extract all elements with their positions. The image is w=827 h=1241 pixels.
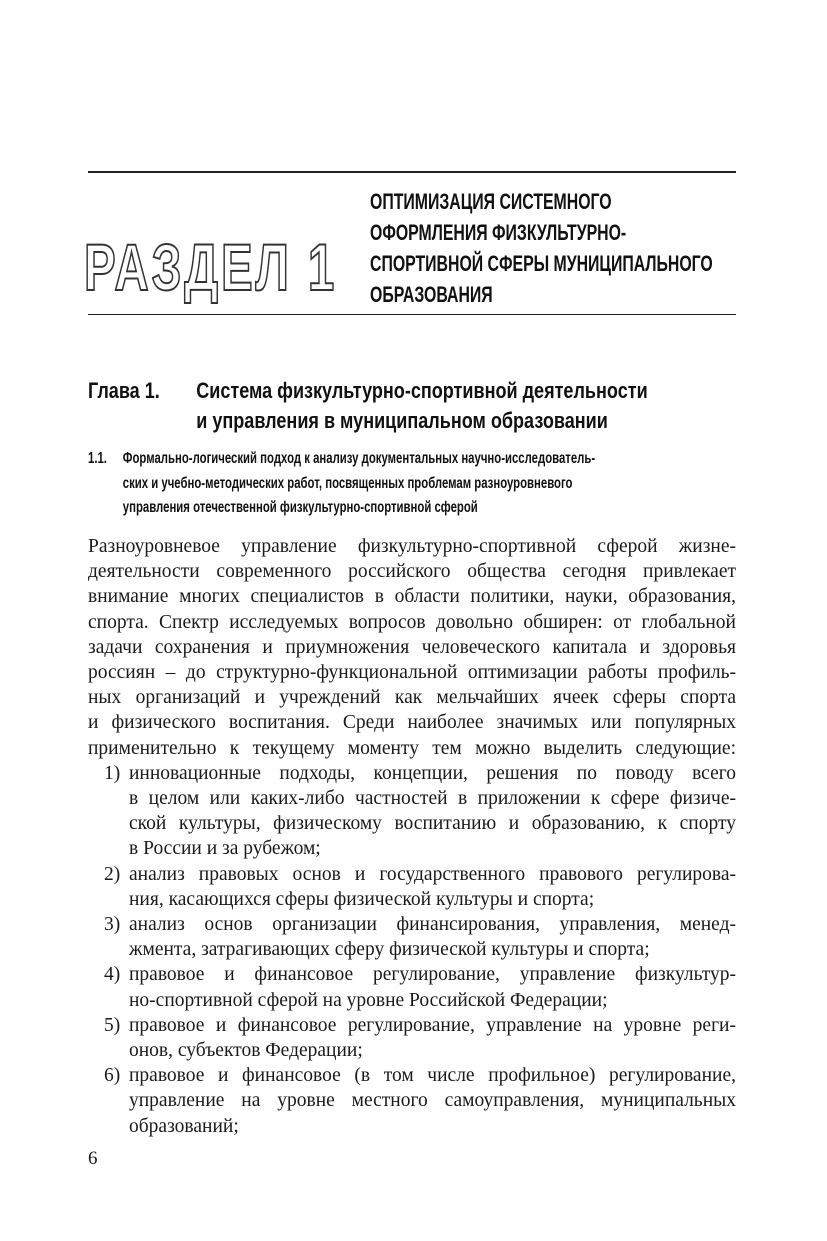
subsection-title-line: Формально-логический подход к анализу документальных научно-исследователь- (122, 450, 596, 467)
section-label: РАЗДЕЛ 1 (84, 230, 338, 304)
list-item-line: инновационные подходы, концепции, решения по поводу всего (129, 762, 736, 784)
paragraph-line: Разноуровневое управление физкультурно-спортивной сферой жизне- (88, 536, 736, 557)
list-item-line: в целом или каких-либо частностей в приложении к сфере физиче- (129, 788, 736, 810)
list-item-line: онов, субъектов Федерации; (129, 1040, 363, 1062)
chapter-title-line: и управления в муниципальном образовании (196, 408, 608, 433)
list-item (88, 1013, 736, 1063)
paragraph-line: деятельности современного российского общества сегодня привлекает (88, 561, 736, 583)
list-item-line: образований; (129, 1115, 239, 1137)
section-title-line: ОФОРМЛЕНИЯ ФИЗКУЛЬТУРНО- (370, 220, 627, 245)
section-title-line: ОБРАЗОВАНИЯ (370, 282, 493, 307)
paragraph-line: внимание многих специалистов в области политики, науки, образования, (88, 586, 736, 608)
subsection-title-line: ских и учебно-методических работ, посвященных проблемам разноуровневого (122, 474, 573, 492)
section-title-line: СПОРТИВНОЙ СФЕРЫ МУНИЦИПАЛЬНОГО (370, 251, 713, 276)
list-marker: 4) (104, 964, 121, 986)
topic-list (88, 761, 736, 1139)
list-item-line: но-спортивной сферой на уровне Российской Федерации; (129, 989, 608, 1011)
paragraph-line: задачи сохранения и приумножения человеческого капитала и здоровья (88, 636, 736, 658)
subsection-title-line: управления отечественной физкультурно-спортивной сферой (122, 499, 478, 516)
list-item-line: правовое и финансовое регулирование, управление физкультур- (129, 964, 736, 986)
paragraph-line: и физического воспитания. Среди наиболее значимых или популярных (88, 712, 736, 734)
top-rule (88, 171, 736, 173)
list-item (88, 912, 736, 962)
list-item-line: в России и за рубежом; (129, 838, 321, 860)
list-item-line: жмента, затрагивающих сферу физической культуры и спорта; (129, 939, 650, 961)
list-item-line: ния, касающихся сферы физической культуры и спорта; (129, 888, 595, 910)
list-item-line: анализ правовых основ и государственного правового регулирова- (129, 863, 736, 885)
paragraph-line: россиян – до структурно-функциональной оптимизации работы профиль- (88, 662, 736, 684)
intro-paragraph (88, 534, 736, 761)
paragraph-line: спорта. Спектр исследуемых вопросов довольно обширен: от глобальной (88, 611, 736, 633)
body-text (88, 534, 736, 1139)
list-item-line: ской культуры, физическому воспитанию и образованию, к спорту (129, 813, 736, 835)
list-marker: 5) (104, 1014, 121, 1036)
list-marker: 2) (104, 863, 121, 885)
list-item (88, 761, 736, 862)
list-marker: 6) (104, 1065, 121, 1087)
chapter-number: Глава 1. (88, 378, 160, 403)
list-item-line: управление на уровне местного самоуправления, муниципальных (129, 1090, 736, 1112)
list-marker: 1) (104, 762, 121, 784)
subsection-number: 1.1. (88, 450, 107, 467)
list-item-line: правовое и финансовое регулирование, управление на уровне реги- (129, 1014, 736, 1036)
list-item-line: правовое и финансовое (в том числе профильное) регулирование, (129, 1065, 736, 1087)
list-marker: 3) (104, 914, 121, 936)
list-item (88, 862, 736, 912)
bottom-rule (88, 314, 736, 315)
paragraph-line: ных организаций и учреждений как мельчайших ячеек сферы спорта (88, 687, 736, 709)
page-number: 6 (88, 1148, 98, 1169)
list-item (88, 962, 736, 1012)
list-item (88, 1063, 736, 1139)
section-title (370, 186, 744, 310)
paragraph-line: применительно к текущему моменту тем можно выделить следующие: (88, 737, 736, 759)
list-item-line: анализ основ организации финансирования, управления, менед- (129, 914, 736, 936)
chapter-title-line: Система физкультурно-спортивной деятельности (196, 378, 648, 403)
section-title-line: ОПТИМИЗАЦИЯ СИСТЕМНОГО (370, 189, 612, 214)
